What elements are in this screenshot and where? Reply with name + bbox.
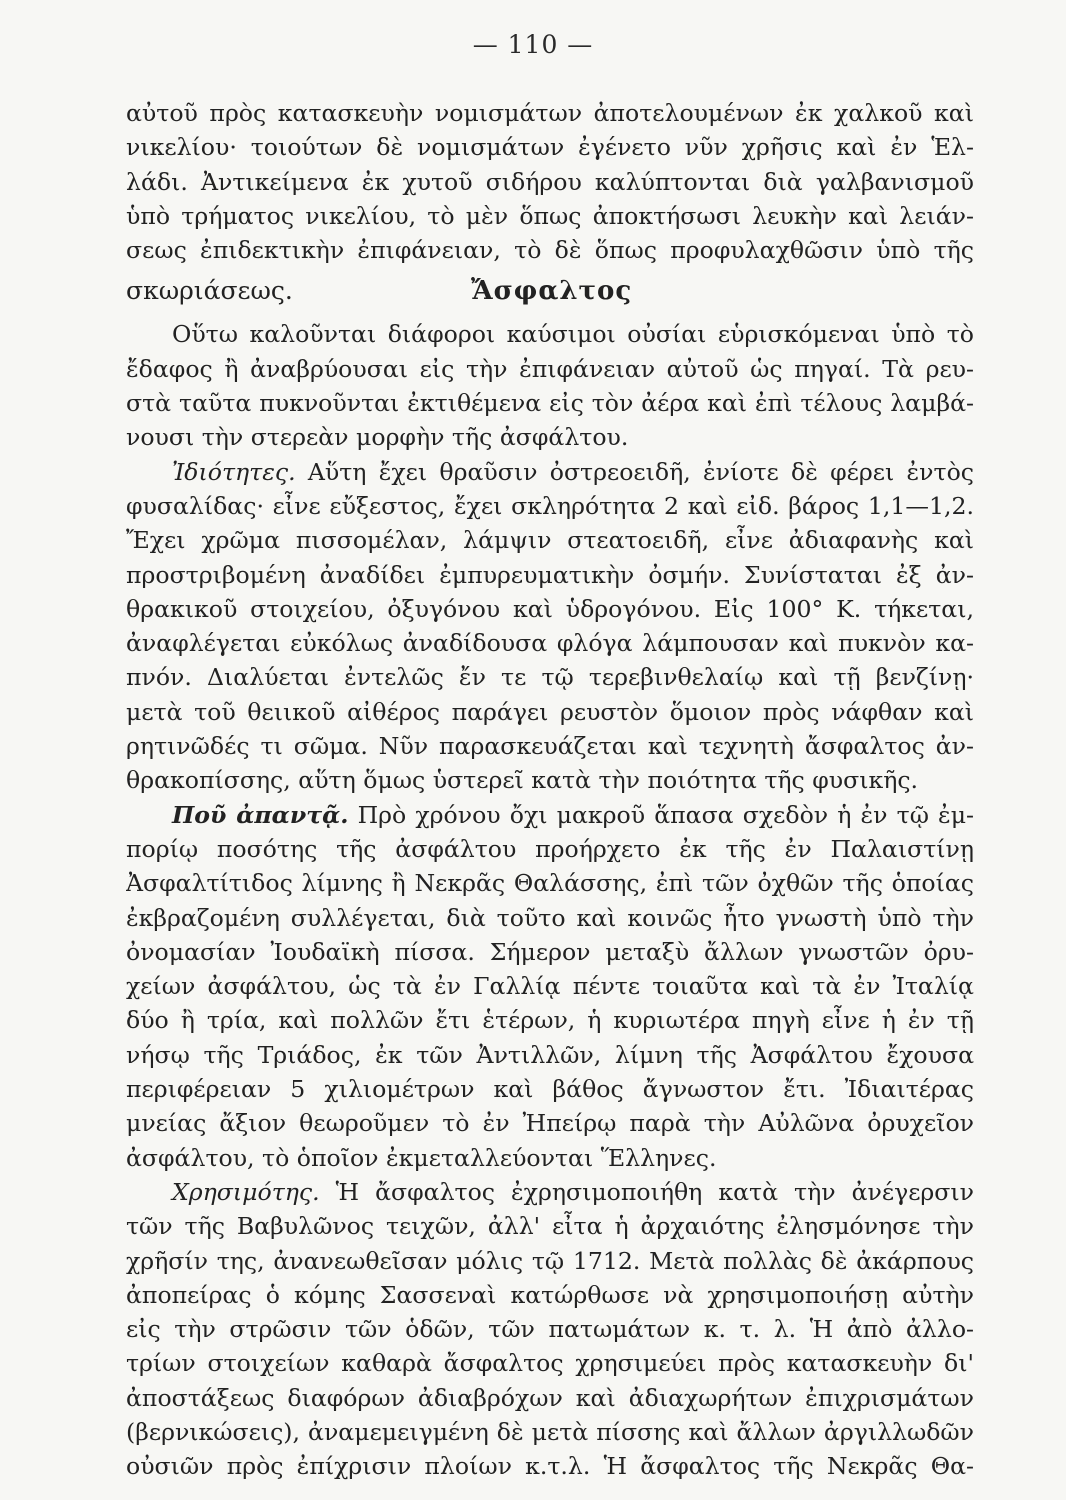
text-line-end: σκωριάσεως. (126, 276, 293, 306)
continuation-paragraph (126, 96, 974, 317)
text-line: ὀνομασίαν Ἰουδαϊκὴ πίσσα. Σήμερον μεταξὺ ἄλλων γνωστῶν ὀρυ- (126, 937, 974, 966)
text-line (126, 798, 974, 832)
heading-row (126, 267, 974, 317)
text-line: αὐτοῦ πρὸς κατασκευὴν νομισμάτων ἀποτελουμένων ἐκ χαλκοῦ καὶ (126, 99, 974, 127)
text-line (126, 455, 974, 489)
text-line: χρῆσίν της, ἀνανεωθεῖσαν μόλις τῷ 1712. Μετὰ πολλὰς δὲ ἀκάρπους (126, 1246, 974, 1275)
text-line (126, 1175, 974, 1209)
text-span: Αὕτη ἔχει θραῦσιν ὀστρεοειδῆ, ἐνίοτε δὲ φέρει ἐντὸς (307, 457, 974, 486)
intro-paragraph (126, 317, 974, 454)
text-line: ἀποπείρας ὁ κόμης Σασσεναὶ κατώρθωσε νὰ χρησιμοποιήσῃ αὐτὴν (126, 1280, 974, 1309)
text-line: ὑπὸ τρήματος νικελίου, τὸ μὲν ὅπως ἀποκτήσωσι λευκὴν καὶ λειάν- (126, 201, 974, 230)
properties-paragraph (126, 455, 974, 798)
usage-lead: Χρησιμότης. (172, 1177, 320, 1206)
text-line: νικελίου· τοιούτων δὲ νομισμάτων ἐγένετο νῦν χρῆσις καὶ ἐν Ἑλ- (126, 133, 974, 162)
text-line: ἀποστάξεως διαφόρων ἀδιαβρόχων καὶ ἀδιαχωρήτων ἐπιχρισμάτων (126, 1383, 974, 1412)
page-number: — 110 — (472, 30, 594, 59)
text-line: οὐσιῶν πρὸς ἐπίχρισιν πλοίων κ.τ.λ. Ἡ ἄσφαλτος τῆς Νεκρᾶς Θα- (126, 1452, 974, 1481)
text-line: προστριβομένη ἀναδίδει ἐμπυρευματικὴν ὀσμήν. Συνίσταται ἐξ ἀν- (126, 560, 974, 589)
text-line: θρακοπίσσης, αὕτη ὅμως ὑστερεῖ κατὰ τὴν ποιότητα τῆς φυσικῆς. (126, 766, 919, 795)
occurrence-lead: Ποῦ ἀπαντᾷ. (172, 800, 349, 829)
text-line: περιφέρειαν 5 χιλιομέτρων καὶ βάθος ἄγνωστον ἔτι. Ἰδιαιτέρας (126, 1075, 974, 1104)
text-line: νουσι τὴν στερεὰν μορφὴν τῆς ἀσφάλτου. (126, 423, 629, 452)
properties-lead: Ἰδιότητες. (172, 457, 296, 486)
text-line: τρίων στοιχείων καθαρὰ ἄσφαλτος χρησιμεύει πρὸς κατασκευὴν δι' (126, 1349, 974, 1378)
text-body (126, 96, 974, 1484)
text-line: χείων ἀσφάλτου, ὡς τὰ ἐν Γαλλίᾳ πέντε τοιαῦτα καὶ τὰ ἐν Ἰταλίᾳ (126, 972, 974, 1001)
text-line: λάδι. Ἀντικείμενα ἐκ χυτοῦ σιδήρου καλύπτονται διὰ γαλβανισμοῦ (126, 167, 974, 196)
text-line: ἔδαφος ἢ ἀναβρύουσαι εἰς τὴν ἐπιφάνειαν αὐτοῦ ὡς πηγαί. Τὰ ρευ- (126, 354, 974, 383)
text-line: ρητινῶδές τι σῶμα. Νῦν παρασκευάζεται καὶ τεχνητὴ ἄσφαλτος ἀν- (126, 732, 974, 761)
text-line: Ἀσφαλτίτιδος λίμνης ἢ Νεκρᾶς Θαλάσσης, ἐπὶ τῶν ὀχθῶν τῆς ὁποίας (126, 869, 974, 898)
text-line: σεως ἐπιδεκτικὴν ἐπιφάνειαν, τὸ δὲ ὅπως προφυλαχθῶσιν ὑπὸ τῆς (126, 236, 974, 265)
text-line: πνόν. Διαλύεται ἐντελῶς ἔν τε τῷ τερεβινθελαίῳ καὶ τῇ βενζίνῃ· (126, 663, 974, 692)
text-line: θρακικοῦ στοιχείου, ὀξυγόνου καὶ ὑδρογόνου. Εἰς 100° Κ. τήκεται, (126, 594, 974, 623)
text-line: μετὰ τοῦ θειικοῦ αἰθέρος παράγει ρευστὸν ὅμοιον πρὸς νάφθαν καὶ (126, 697, 974, 726)
text-line: μνείας ἄξιον θεωροῦμεν τὸ ἐν Ἠπείρῳ παρὰ τὴν Αὐλῶνα ὀρυχεῖον (126, 1109, 974, 1138)
text-line: (βερνικώσεις), ἀναμεμειγμένη δὲ μετὰ πίσσης καὶ ἄλλων ἀργιλλωδῶν (126, 1417, 974, 1446)
text-line: νήσῳ τῆς Τριάδος, ἐκ τῶν Ἀντιλλῶν, λίμνη τῆς Ἀσφάλτου ἔχουσα (126, 1040, 974, 1069)
text-line: πορίῳ ποσότης τῆς ἀσφάλτου προήρχετο ἐκ τῆς ἐν Παλαιστίνῃ (126, 834, 974, 863)
text-line: δύο ἢ τρία, καὶ πολλῶν ἔτι ἑτέρων, ἡ κυριωτέρα πηγὴ εἶνε ἡ ἐν τῇ (126, 1006, 974, 1035)
text-line: στὰ ταῦτα πυκνοῦνται ἐκτιθέμενα εἰς τὸν ἀέρα καὶ ἐπὶ τέλους λαμβά- (126, 389, 974, 418)
text-span: Ἡ ἄσφαλτος ἐχρησιμοποιήθη κατὰ τὴν ἀνέγερσιν (335, 1177, 974, 1206)
text-line: τῶν τῆς Βαβυλῶνος τειχῶν, ἀλλ' εἶτα ἡ ἀρχαιότης ἐλησμόνησε τὴν (126, 1212, 974, 1241)
text-line: ἀναφλέγεται εὐκόλως ἀναδίδουσα φλόγα λάμπουσαν καὶ πυκνὸν κα- (126, 629, 974, 658)
usage-paragraph (126, 1175, 974, 1484)
text-line: Οὕτω καλοῦνται διάφοροι καύσιμοι οὐσίαι εὑρισκόμεναι ὑπὸ τὸ (172, 320, 974, 349)
occurrence-paragraph (126, 798, 974, 1175)
text-span: Πρὸ χρόνου ὄχι μακροῦ ἅπασα σχεδὸν ἡ ἐν τῷ ἐμ- (357, 800, 974, 829)
text-line: ἐκβραζομένη συλλέγεται, διὰ τοῦτο καὶ κοινῶς ἦτο γνωστὴ ὑπὸ τὴν (126, 903, 974, 932)
section-heading: Ἄσφαλτος (471, 276, 633, 307)
text-line: φυσαλίδας· εἶνε εὔξεστος, ἔχει σκληρότητα 2 καὶ εἰδ. βάρος 1,1—1,2. (126, 491, 974, 520)
text-line: εἰς τὴν στρῶσιν τῶν ὁδῶν, τῶν πατωμάτων κ. τ. λ. Ἡ ἀπὸ ἀλλο- (126, 1315, 974, 1344)
text-line: ἀσφάλτου, τὸ ὁποῖον ἐκμεταλλεύονται Ἕλληνες. (126, 1143, 717, 1172)
text-line: Ἔχει χρῶμα πισσομέλαν, λάμψιν στεατοειδῆ, εἶνε ἀδιαφανὴς καὶ (126, 526, 974, 555)
